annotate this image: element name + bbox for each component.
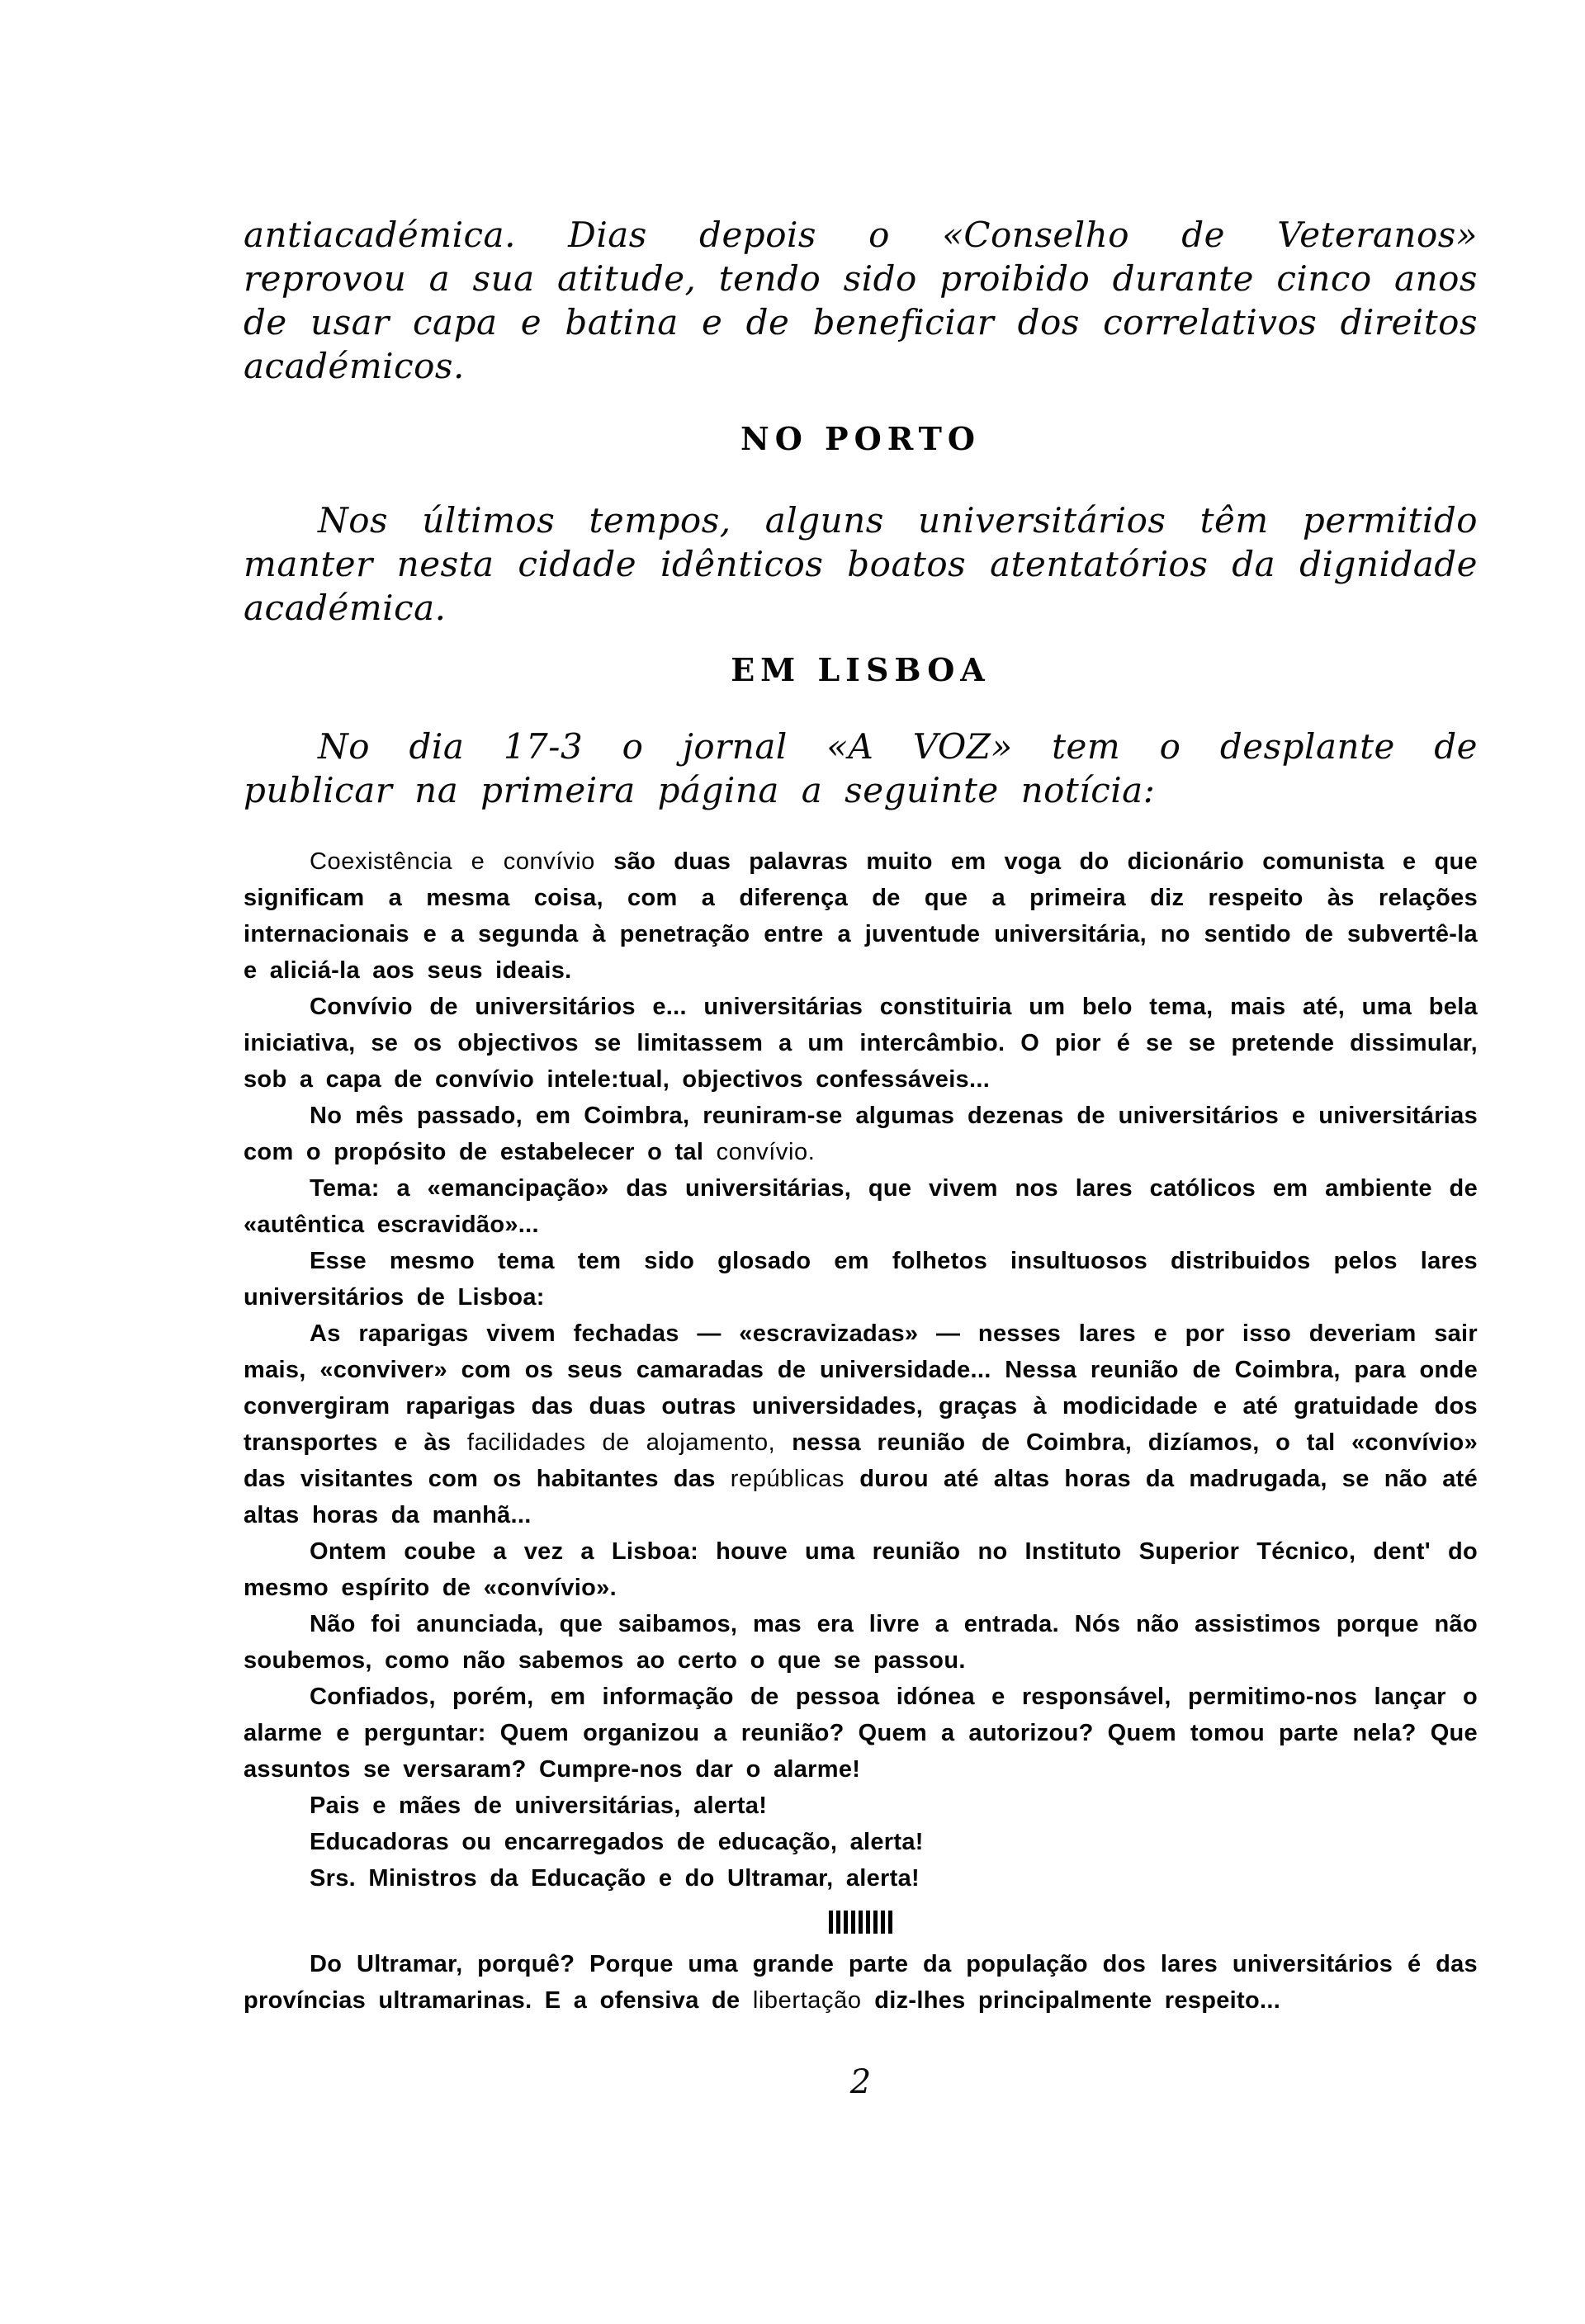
section-paragraph-no-porto: Nos últimos tempos, alguns universitários têm permitido manter nesta cidade idênticos boatos atentatórios da dignidade académica. bbox=[244, 500, 1478, 628]
tally-bar bbox=[881, 1911, 885, 1934]
bold-type-segment: são duas palavras muito em voga do dicionário comunista e que significam a mesma coisa, com a diferença de que a primeira diz respeito às relações internacionais e a segunda à penetração entre a juventude universitária, no sentido de subvertê-la e aliciá-la aos seus ideais. bbox=[244, 848, 1479, 984]
tally-bar bbox=[829, 1911, 833, 1934]
section-paragraph-em-lisboa: No dia 17-3 o jornal «A VOZ» tem o desplante de publicar na primeira página a seguinte notícia: bbox=[244, 726, 1478, 810]
bold-type-segment: No mês passado, em Coimbra, reuniram-se algumas dezenas de universitários e universitárias com o propósito de estabelecer o tal bbox=[244, 1103, 1478, 1165]
article-paragraph bbox=[244, 989, 1478, 1098]
article-paragraph bbox=[244, 1788, 1478, 1824]
bold-type-segment: Srs. Ministros da Educação e do Ultramar, alerta! bbox=[310, 1865, 920, 1892]
bold-type-segment: Ontem coube a vez a Lisboa: houve uma reunião no Instituto Superior Técnico, dent' do mesmo espírito de «convívio». bbox=[244, 1538, 1478, 1601]
tally-bar bbox=[836, 1911, 840, 1934]
light-type-segment: libertação bbox=[752, 1987, 875, 2014]
tally-bar bbox=[851, 1911, 855, 1934]
tally-divider bbox=[244, 1910, 1478, 1934]
tally-bar bbox=[866, 1911, 870, 1934]
article-paragraph bbox=[244, 1243, 1478, 1316]
article-paragraph bbox=[244, 1860, 1478, 1897]
bold-type-segment: Tema: a «emancipação» das universitárias, que vivem nos lares católicos em ambiente de «autêntica escravidão»... bbox=[244, 1175, 1478, 1238]
bold-type-segment: Não foi anunciada, que saibamos, mas era livre a entrada. Nós não assistimos porque não soubemos, como não sabemos ao certo o que se passou. bbox=[244, 1611, 1478, 1674]
light-type-segment: repúblicas bbox=[730, 1466, 860, 1492]
light-type-segment: Coexistência e convívio bbox=[310, 848, 614, 875]
article-paragraph bbox=[244, 1316, 1478, 1533]
article-paragraph bbox=[244, 1824, 1478, 1860]
tally-bar bbox=[873, 1911, 878, 1934]
article-paragraph bbox=[244, 1170, 1478, 1243]
bold-type-segment: Confiados, porém, em informação de pessoa idónea e responsável, permitimo-nos lançar o alarme e perguntar: Quem organizou a reunião? Quem a autorizou? Quem tomou parte nela? Que assuntos se versaram? Cumpre-nos dar o alarme! bbox=[244, 1684, 1478, 1783]
article-body bbox=[244, 843, 1478, 1897]
bold-type-segment: nessa reunião de Coimbra, dizíamos, o tal «convívio» das visitantes com os habitantes das bbox=[244, 1429, 1478, 1492]
article-paragraph bbox=[244, 1533, 1478, 1606]
light-type-segment: convívio. bbox=[716, 1139, 816, 1165]
article-paragraph bbox=[244, 1946, 1478, 2019]
bold-type-segment: diz-lhes principalmente respeito... bbox=[874, 1987, 1281, 2014]
bold-type-segment: Do Ultramar, porquê? Porque uma grande parte da população dos lares universitários é das províncias ultramarinas. E a ofensiva de bbox=[244, 1951, 1478, 2014]
page-number: 2 bbox=[849, 2063, 872, 2101]
intro-paragraph: antiacadémica. Dias depois o «Conselho de Veteranos» reprovou a sua atitude, tendo sido proibido durante cinco anos de usar capa e batina e de beneficiar dos correlativos direitos académicos. bbox=[244, 215, 1478, 386]
light-type-segment: facilidades de alojamento, bbox=[466, 1429, 792, 1456]
bold-type-segment: Educadoras ou encarregados de educação, alerta! bbox=[310, 1829, 924, 1855]
bold-type-segment: durou até altas horas da madrugada, se não até altas horas da manhã... bbox=[244, 1466, 1479, 1528]
bold-type-segment: Pais e mães de universitárias, alerta! bbox=[310, 1793, 768, 1819]
tally-bar bbox=[888, 1911, 892, 1934]
article-closing bbox=[244, 1946, 1478, 2019]
tally-bar bbox=[859, 1911, 863, 1934]
bold-type-segment: Convívio de universitários e... universitárias constituiria um belo tema, mais até, uma bela iniciativa, se os objectivos se limitassem a um intercâmbio. O pior é se se pretende dissimular, sob a capa de convívio intele:tual, objectivos confessáveis... bbox=[244, 994, 1478, 1093]
article-paragraph bbox=[244, 843, 1478, 989]
section-heading-em-lisboa: EM LISBOA bbox=[731, 651, 991, 688]
article-paragraph bbox=[244, 1098, 1478, 1170]
section-heading-no-porto: NO PORTO bbox=[740, 420, 982, 457]
tally-bar bbox=[844, 1911, 848, 1934]
article-paragraph bbox=[244, 1606, 1478, 1679]
newspaper-article bbox=[244, 843, 1478, 2019]
bold-type-segment: As raparigas vivem fechadas — «escravizadas» — nesses lares e por isso deveriam sair mais, «conviver» com os seus camaradas de universidade... Nessa reunião de Coimbra, para onde convergiram raparigas das duas outras universidades, graças à modicidade e até gratuidade dos transportes e às bbox=[244, 1320, 1478, 1456]
bold-type-segment: Esse mesmo tema tem sido glosado em folhetos insultuosos distribuidos pelos lares universitários de Lisboa: bbox=[244, 1248, 1478, 1311]
article-paragraph bbox=[244, 1679, 1478, 1788]
